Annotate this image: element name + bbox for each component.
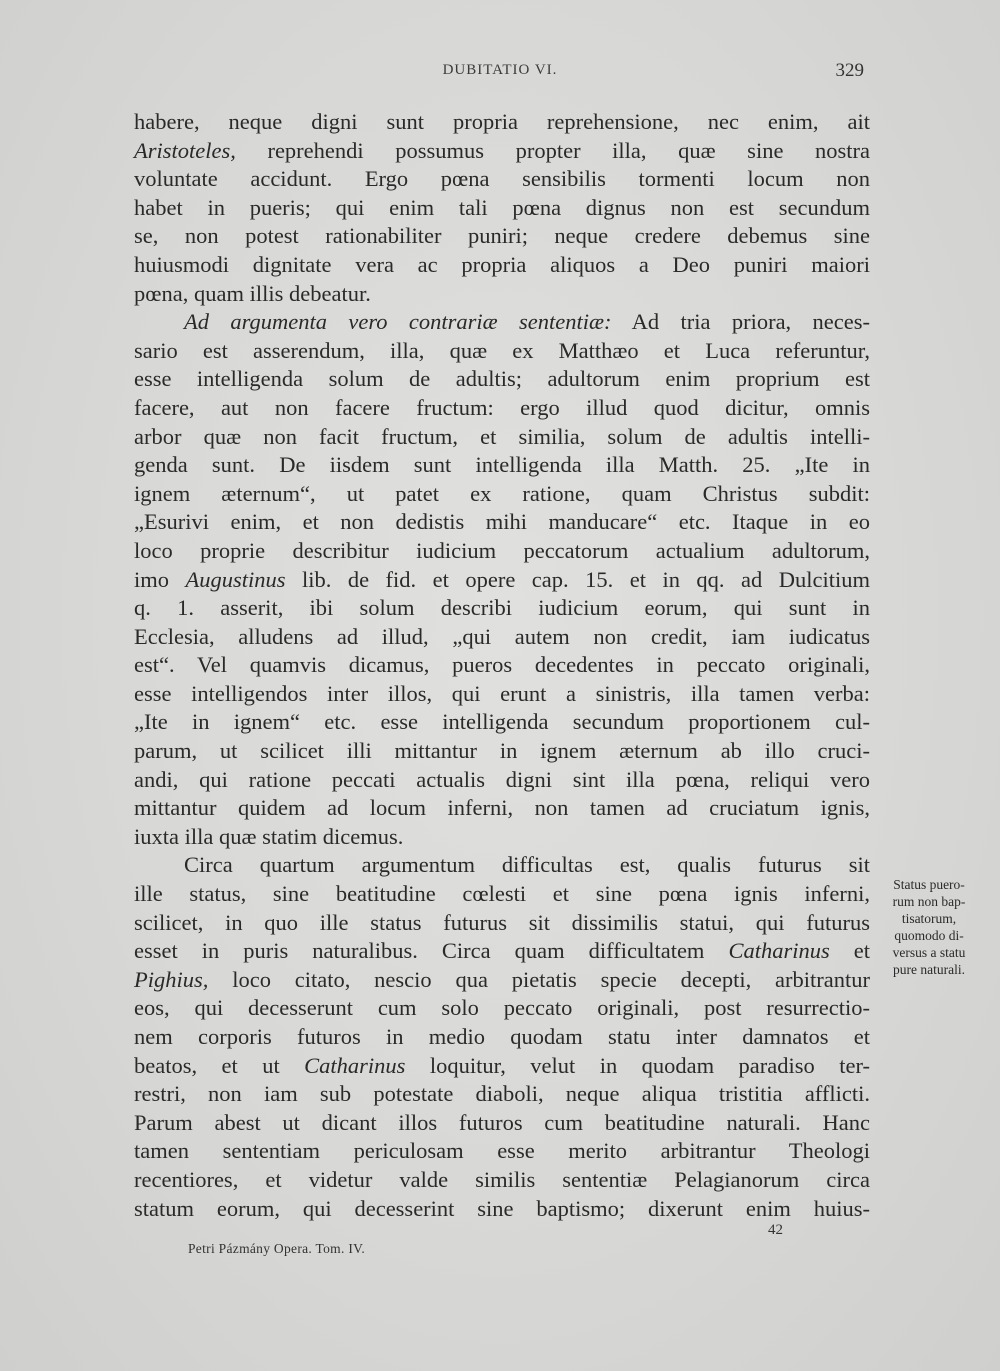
text-segment: restri, non iam sub potestate diaboli, neque aliqua tristitia afflicti. [134,1081,870,1107]
text-segment: „Ite in ignem“ etc. esse intelligenda secundum proportionem cul- [134,709,870,735]
text-segment: habet in pueris; qui enim tali pœna dignus non est secundum [134,194,870,220]
text-line [134,1023,870,1052]
text-line [134,480,870,509]
running-head [130,62,870,86]
marginal-note-line: Status puero- [893,877,965,892]
marginal-note-line: versus a statu [892,945,966,960]
text-line [134,308,870,337]
text-segment: iuxta illa quæ statim dicemus. [134,823,404,849]
text-line [134,594,870,623]
text-segment: statum eorum, qui decesserint sine baptismo; dixerunt enim huius- [134,1195,870,1221]
text-segment: se, non potest rationabiliter puniri; neque credere debemus sine [134,223,870,249]
text-segment: imo [134,566,186,592]
italic-segment: Augustinus [185,566,286,592]
text-line [134,909,870,938]
text-segment: sario est asserendum, illa, quæ ex Matthæo et Luca referuntur, [134,337,870,363]
text-segment: „Esurivi enim, et non dedistis mihi manducare“ etc. Itaque in eo [134,509,870,535]
text-segment: habere, neque digni sunt propria reprehensione, nec enim, ait [134,109,870,134]
text-segment: et [829,938,870,964]
marginal-note [874,876,984,978]
text-line [134,251,870,280]
text-segment: ille status, sine beatitudine cœlesti et sine pœna ignis inferni, [134,881,870,907]
italic-segment: Ad argumenta vero contrariæ sententiæ: [184,309,612,335]
text-segment: esset in puris naturalibus. Circa quam difficultatem [134,938,729,964]
text-line [134,1137,870,1166]
text-segment: Parum abest ut dicant illos futuros cum beatitudine naturali. Hanc [134,1109,870,1135]
text-segment: pœna, quam illis debeatur. [134,280,371,306]
text-line [134,1109,870,1138]
text-segment: parum, ut scilicet illi mittantur in ignem æternum ab illo cruci- [134,738,870,764]
text-segment: reprehendi possumus propter illa, quæ sine nostra [235,137,870,163]
text-line [134,1052,870,1081]
text-line [134,1195,870,1224]
page-number: 329 [835,60,864,81]
italic-segment: Pighius, [134,966,209,992]
text-line [134,680,870,709]
text-segment: recentiores, et videtur valde similis sententiæ Pelagianorum circa [134,1166,870,1192]
text-line [134,766,870,795]
text-segment: loquitur, velut in quodam paradiso ter- [405,1052,870,1078]
text-segment: loco proprie describitur iudicium peccatorum actualium adultorum, [134,537,870,563]
text-line [134,365,870,394]
text-segment: nem corporis futuros in medio quodam statu inter damnatos et [134,1024,870,1049]
text-line [134,623,870,652]
text-segment: genda sunt. De iisdem sunt intelligenda illa Matth. 25. „Ite in [134,452,870,478]
text-segment: andi, qui ratione peccati actualis digni sint illa pœna, reliqui vero [134,766,870,792]
text-line [134,137,870,166]
text-segment: Ad tria priora, neces- [611,309,870,335]
marginal-note-line: tisatorum, [901,911,957,926]
italic-segment: Aristoteles, [134,137,236,163]
text-segment: beatos, et ut [134,1052,305,1078]
text-line [134,823,870,852]
marginal-note-line: pure naturali. [893,962,965,977]
text-segment: esse intelligendos inter illos, qui erunt a sinistris, illa tamen verba: [134,680,870,706]
text-segment: lib. de fid. et opere cap. 15. et in qq. ad Dulcitium [285,566,870,592]
text-segment: arbor quæ non facit fructum, et similia, solum de adultis intelli- [134,423,870,449]
marginal-note-line: quomodo di- [894,928,964,943]
text-line [134,851,870,880]
text-segment: Circa quartum argumentum difficultas est, qualis futurus sit [184,852,870,878]
text-line [134,1166,870,1195]
text-segment: eos, qui decesserunt cum solo peccato originali, post resurrectio- [134,995,870,1021]
text-line [134,994,870,1023]
text-line [134,337,870,366]
text-line [134,1080,870,1109]
text-line [134,966,870,995]
signature-mark: 42 [768,1222,783,1238]
text-segment: tamen sententiam periculosam esse merito arbitrantur Theologi [134,1138,870,1164]
text-line [134,194,870,223]
text-line [134,165,870,194]
text-segment: loco citato, nescio qua pietatis specie decepti, arbitrantur [208,966,870,992]
text-line [134,566,870,595]
text-line [134,108,870,137]
text-line [134,651,870,680]
running-title: DUBITATIO VI. [442,62,558,78]
text-line [134,451,870,480]
text-segment: ignem æternum“, ut patet ex ratione, quam Christus subdit: [134,480,870,506]
text-segment: huiusmodi dignitate vera ac propria aliquos a Deo puniri maiori [134,251,870,277]
text-segment: scilicet, in quo ille status futurus sit dissimilis statui, qui futurus [134,909,870,935]
italic-segment: Catharinus [728,938,830,964]
text-line [134,222,870,251]
text-line [134,708,870,737]
footer-credit: Petri Pázmány Opera. Tom. IV. [188,1241,366,1256]
text-line [134,537,870,566]
text-line [134,423,870,452]
text-segment: est“. Vel quamvis dicamus, pueros decedentes in peccato originali, [134,652,870,678]
text-segment: voluntate accidunt. Ergo pœna sensibilis tormenti locum non [134,166,870,192]
italic-segment: Catharinus [304,1052,406,1078]
text-segment: esse intelligenda solum de adultis; adultorum enim proprium est [134,366,870,392]
text-segment: Ecclesia, alludens ad illud, „qui autem non credit, iam iudicatus [134,623,870,649]
text-line [134,794,870,823]
body-text [134,108,870,1223]
text-line [134,280,870,309]
text-line [134,937,870,966]
text-line [134,508,870,537]
text-line [134,737,870,766]
text-segment: q. 1. asserit, ibi solum describi iudicium eorum, qui sunt in [134,595,870,621]
text-line [134,394,870,423]
text-line [134,880,870,909]
text-segment: mittantur quidem ad locum inferni, non tamen ad cruciatum ignis, [134,795,870,821]
marginal-note-line: rum non bap- [892,894,966,909]
text-segment: facere, aut non facere fructum: ergo illud quod dicitur, omnis [134,394,870,420]
